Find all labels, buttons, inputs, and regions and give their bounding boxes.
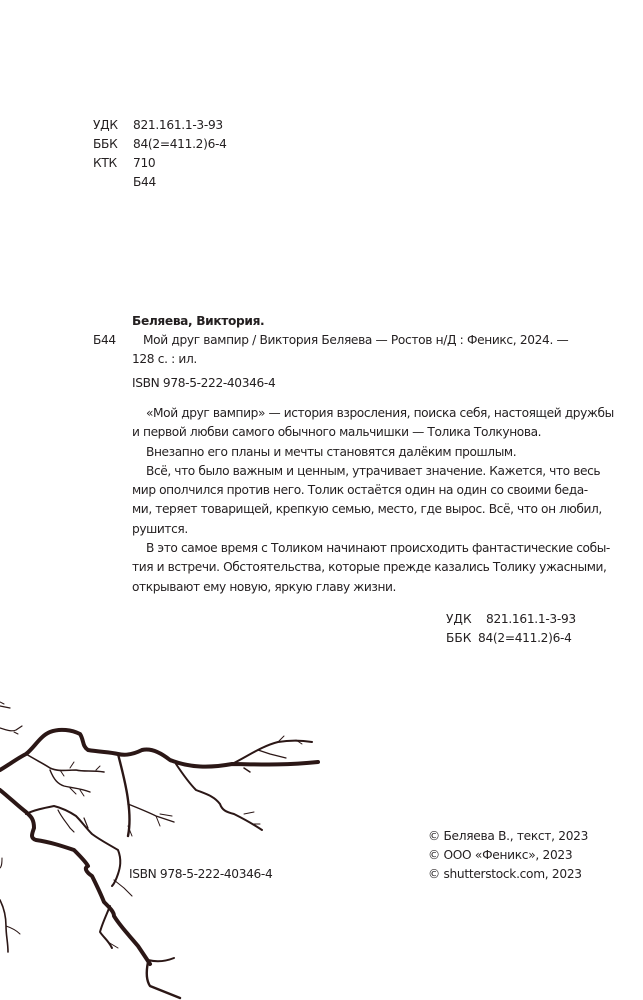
isbn-footer: ISBN 978-5-222-40346-4 [129, 867, 273, 881]
ktk-value: 710 [133, 156, 156, 170]
call-mark: Б44 [93, 333, 116, 347]
branch-main-upper [0, 730, 318, 770]
udk-value: 821.161.1-3-93 [486, 612, 576, 626]
author-heading: Беляева, Виктория. [132, 314, 265, 328]
copyright-line: © Беляева В., текст, 2023 [428, 829, 589, 843]
physical-description: 128 с. : ил. [132, 352, 197, 366]
bbk-label: ББК [93, 137, 118, 151]
bbk-value: 84(2=411.2)6-4 [478, 631, 572, 645]
annotation [132, 404, 614, 597]
annotation-line: рушится. [132, 521, 188, 536]
branch-right-lower [176, 764, 262, 830]
udk-label: УДК [93, 118, 118, 132]
annotation-line: Внезапно его планы и мечты становятся далёким прошлым. [146, 444, 517, 459]
branch-mid-drop [118, 754, 130, 836]
annotation-paragraph [132, 462, 602, 539]
ktk-label: КТК [93, 156, 117, 170]
author-mark-value: Б44 [133, 175, 156, 189]
annotation-line: тия и встречи. Обстоятельства, которые прежде казались Толику ужасными, [132, 560, 607, 575]
annotation-line: Всё, что было важным и ценным, утрачивает значение. Кажется, что весь [146, 463, 601, 478]
tree-branch-illustration [0, 680, 330, 1000]
copyright-line: © shutterstock.com, 2023 [428, 867, 582, 881]
udk-label: УДК [446, 612, 472, 626]
branch-right-fork [232, 741, 312, 765]
annotation-line: мир ополчился против него. Толик остаётся один на один со своими беда- [132, 483, 588, 498]
copyright-block [428, 827, 588, 884]
bibliographic-description: Мой друг вампир / Виктория Беляева — Ростов н/Д : Феникс, 2024. — [143, 333, 569, 347]
annotation-line: ми, теряет товарищей, крепкую семью, место, где вырос. Всё, что он любил, [132, 502, 602, 517]
annotation-paragraph [132, 443, 576, 462]
branch-left-twig-1 [26, 754, 104, 772]
annotation-line: В это самое время с Толиком начинают происходить фантастические собы- [146, 541, 610, 556]
annotation-line: «Мой друг вампир» — история взросления, поиска себя, настоящей дружбы [146, 406, 614, 420]
annotation-line: открывают ему новую, яркую главу жизни. [132, 579, 397, 594]
bbk-label: ББК [446, 631, 472, 645]
isbn-record: ISBN 978-5-222-40346-4 [132, 376, 276, 390]
annotation-line: и первой любви самого обычного мальчишки — Толика Толкунова. [132, 425, 542, 440]
udk-value: 821.161.1-3-93 [133, 118, 223, 132]
bbk-value: 84(2=411.2)6-4 [133, 137, 227, 151]
annotation-paragraph [132, 404, 614, 443]
copyright-line: © ООО «Феникс», 2023 [428, 848, 573, 862]
annotation-paragraph [132, 539, 610, 597]
